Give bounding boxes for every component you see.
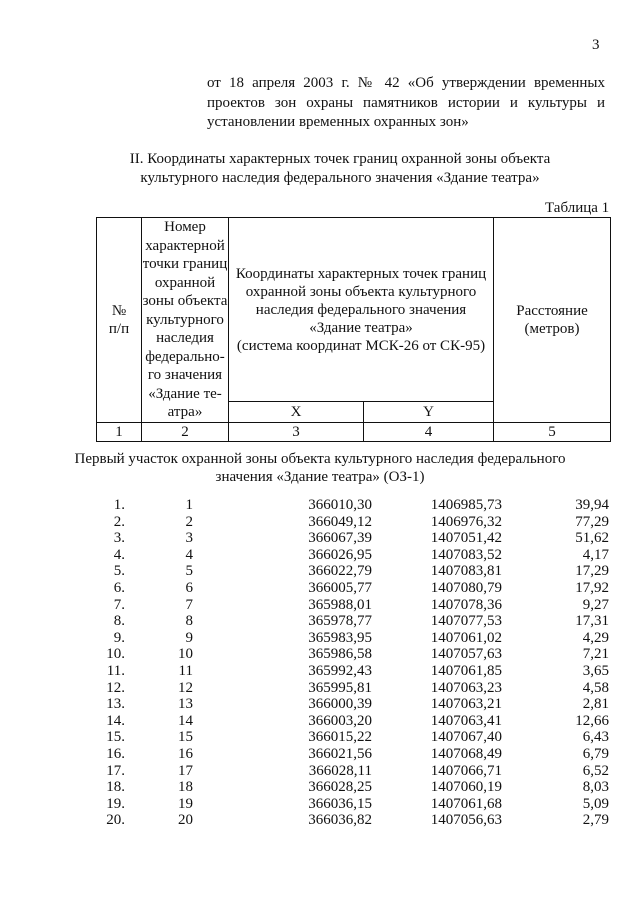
row-x: 366015,22	[308, 729, 372, 746]
table-row	[0, 563, 639, 580]
row-y: 1407061,85	[430, 662, 502, 679]
table-row	[0, 497, 639, 514]
row-distance: 2,79	[582, 812, 609, 829]
table-row	[0, 729, 639, 746]
intro-line: установлении временных охранных зон»	[207, 114, 469, 130]
row-x: 366005,77	[308, 579, 372, 596]
row-y: 1407063,21	[430, 696, 502, 713]
row-distance: 17,29	[575, 563, 609, 580]
row-x: 366049,12	[308, 513, 372, 530]
row-point: 15	[178, 729, 193, 746]
row-y: 1407063,23	[430, 679, 502, 696]
row-distance: 8,03	[582, 779, 609, 796]
row-x: 365986,58	[308, 646, 372, 663]
row-point: 7	[185, 596, 193, 613]
row-index: 17.	[106, 762, 125, 779]
row-distance: 12,66	[575, 712, 609, 729]
table-row	[0, 597, 639, 614]
row-point: 11	[178, 662, 193, 679]
table-row	[0, 663, 639, 680]
row-y: 1407051,42	[430, 530, 502, 547]
header-index-5: 5	[494, 422, 611, 441]
row-y: 1407068,49	[430, 745, 502, 762]
row-point: 18	[178, 779, 193, 796]
row-index: 16.	[106, 745, 125, 762]
table-row	[0, 547, 639, 564]
row-point: 17	[178, 762, 193, 779]
row-distance: 39,94	[575, 497, 609, 513]
row-distance: 5,09	[582, 795, 609, 812]
table-row	[0, 746, 639, 763]
row-y: 1407056,63	[430, 812, 502, 829]
table-row	[0, 530, 639, 547]
header-coordinates: Координаты характерных точек границ охранной зоны объекта культурного наследия федерального значения «Здание театра» (система координат МСК-26 от СК-95)	[229, 218, 494, 402]
row-distance: 7,21	[582, 646, 609, 663]
table-row	[0, 796, 639, 813]
row-distance: 3,65	[582, 662, 609, 679]
row-x: 366003,20	[308, 712, 372, 729]
row-y: 1407077,53	[430, 613, 502, 630]
row-index: 8.	[113, 613, 125, 630]
row-index: 20.	[106, 812, 125, 829]
row-distance: 51,62	[575, 530, 609, 547]
row-index: 7.	[113, 596, 125, 613]
row-x: 366022,79	[308, 563, 372, 580]
row-point: 16	[178, 745, 193, 762]
header-index-1: 1	[97, 422, 142, 441]
row-index: 5.	[113, 563, 125, 580]
row-distance: 2,81	[582, 696, 609, 713]
table-row	[0, 812, 639, 829]
row-index: 1.	[113, 497, 125, 513]
row-x: 366000,39	[308, 696, 372, 713]
row-point: 13	[178, 696, 193, 713]
row-y: 1407080,79	[430, 579, 502, 596]
row-index: 4.	[113, 546, 125, 563]
row-y: 1407061,68	[430, 795, 502, 812]
table-row	[0, 630, 639, 647]
table-row	[0, 696, 639, 713]
row-index: 18.	[106, 779, 125, 796]
row-point: 3	[185, 530, 193, 547]
row-point: 19	[178, 795, 193, 812]
table-caption: Таблица 1	[545, 200, 610, 216]
row-x: 366036,15	[308, 795, 372, 812]
header-y: Y	[364, 402, 494, 422]
zone-title-line: значения «Здание театра» (ОЗ-1)	[215, 469, 425, 485]
row-point: 5	[185, 563, 193, 580]
row-point: 14	[178, 712, 193, 729]
row-index: 12.	[106, 679, 125, 696]
row-point: 4	[185, 546, 193, 563]
row-index: 14.	[106, 712, 125, 729]
header-number: № п/п	[97, 218, 142, 423]
zone-title-line: Первый участок охранной зоны объекта культурного наследия федерального	[74, 451, 566, 467]
row-x: 366028,25	[308, 779, 372, 796]
row-y: 1407078,36	[430, 596, 502, 613]
row-distance: 4,58	[582, 679, 609, 696]
row-point: 10	[178, 646, 193, 663]
intro-text	[207, 74, 605, 133]
row-distance: 6,52	[582, 762, 609, 779]
intro-line: от 18 апреля 2003 г. № 42 «Об утверждении временных	[207, 75, 605, 91]
row-x: 365983,95	[308, 629, 372, 646]
section-title	[60, 150, 620, 188]
page-number: 3	[592, 37, 600, 53]
header-x: X	[229, 402, 364, 422]
table-row	[0, 713, 639, 730]
coordinates-table-header	[96, 217, 611, 442]
row-point: 20	[178, 812, 193, 829]
row-index: 11.	[106, 662, 125, 679]
row-index: 19.	[106, 795, 125, 812]
coordinate-rows	[0, 497, 639, 829]
row-x: 365992,43	[308, 662, 372, 679]
row-x: 366026,95	[308, 546, 372, 563]
row-y: 1407066,71	[430, 762, 502, 779]
row-x: 366036,82	[308, 812, 372, 829]
zone-title	[40, 450, 600, 486]
row-y: 1407060,19	[430, 779, 502, 796]
row-index: 10.	[106, 646, 125, 663]
row-distance: 6,79	[582, 745, 609, 762]
table-row	[0, 680, 639, 697]
table-row	[0, 763, 639, 780]
row-point: 12	[178, 679, 193, 696]
row-distance: 4,17	[582, 546, 609, 563]
row-distance: 6,43	[582, 729, 609, 746]
row-y: 1407083,81	[430, 563, 502, 580]
header-index-3: 3	[229, 422, 364, 441]
row-point: 6	[185, 579, 193, 596]
intro-line: проектов зон охраны памятников истории и культуры и	[207, 94, 605, 111]
row-index: 3.	[113, 530, 125, 547]
table-row	[0, 779, 639, 796]
header-index-2: 2	[142, 422, 229, 441]
header-point-number: Номер характерной точки границ охранной зоны объекта культурного наследия федерально- го значения «Здание те- атра»	[142, 219, 228, 420]
row-distance: 9,27	[582, 596, 609, 613]
row-point: 1	[185, 497, 193, 513]
row-point: 8	[185, 613, 193, 630]
row-distance: 4,29	[582, 629, 609, 646]
table-row	[0, 580, 639, 597]
table-row	[0, 646, 639, 663]
row-y: 1406985,73	[430, 497, 502, 513]
row-x: 366028,11	[308, 762, 372, 779]
row-distance: 17,31	[575, 613, 609, 630]
row-y: 1406976,32	[430, 513, 502, 530]
row-x: 365995,81	[308, 679, 372, 696]
row-index: 2.	[113, 513, 125, 530]
section-title-line: культурного наследия федерального значения «Здание театра»	[140, 170, 540, 186]
row-point: 9	[185, 629, 193, 646]
row-y: 1407067,40	[430, 729, 502, 746]
header-index-4: 4	[364, 422, 494, 441]
section-title-line: II. Координаты характерных точек границ охранной зоны объекта	[129, 151, 551, 167]
row-index: 15.	[106, 729, 125, 746]
row-x: 366021,56	[308, 745, 372, 762]
row-x: 366010,30	[308, 497, 372, 513]
row-y: 1407061,02	[430, 629, 502, 646]
row-x: 365988,01	[308, 596, 372, 613]
row-y: 1407057,63	[430, 646, 502, 663]
row-x: 366067,39	[308, 530, 372, 547]
row-point: 2	[185, 513, 193, 530]
row-distance: 17,92	[575, 579, 609, 596]
row-distance: 77,29	[575, 513, 609, 530]
header-distance: Расстояние (метров)	[494, 218, 611, 423]
row-index: 6.	[113, 579, 125, 596]
table-row	[0, 613, 639, 630]
row-index: 13.	[106, 696, 125, 713]
row-y: 1407063,41	[430, 712, 502, 729]
row-index: 9.	[113, 629, 125, 646]
table-row	[0, 514, 639, 531]
row-y: 1407083,52	[430, 546, 502, 563]
row-x: 365978,77	[308, 613, 372, 630]
